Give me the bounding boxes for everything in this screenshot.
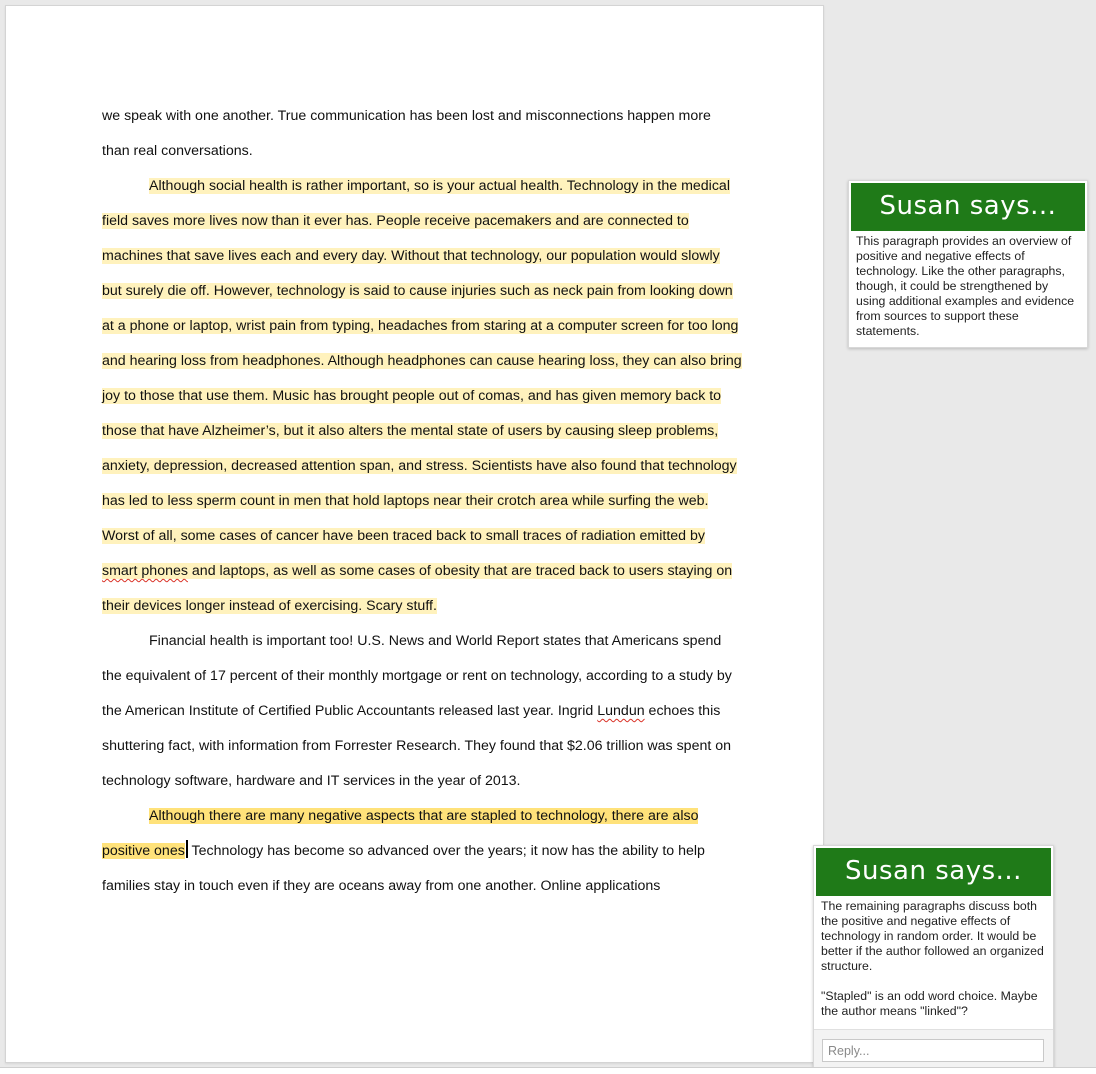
comment-card-1[interactable] bbox=[848, 180, 1088, 348]
document-page[interactable] bbox=[5, 5, 824, 1063]
highlighted-text[interactable] bbox=[102, 178, 742, 614]
paragraph-1[interactable] bbox=[102, 99, 742, 169]
comment-reply-area bbox=[814, 1029, 1053, 1070]
paragraph-4[interactable] bbox=[102, 799, 742, 904]
paragraph-1-text: we speak with one another. True communication has been lost and misconnections happen more than real conversations. bbox=[102, 108, 711, 159]
comment-pointer bbox=[798, 843, 814, 853]
paragraph-3-text-a: Financial health is important too! U.S. News and World Report states that Americans spend the equivalent of 17 percent of their monthly mortgage or rent on technology, according to a study by the American Institute of Certified Public Accountants released last year. Ingrid bbox=[102, 633, 732, 719]
comment-text: The remaining paragraphs discuss both the positive and negative effects of technology in random order. It would be better if the author followed an organized structure. bbox=[821, 899, 1044, 973]
document-body[interactable] bbox=[102, 99, 742, 904]
comment-card-2[interactable] bbox=[813, 845, 1054, 1071]
paragraph-3-text-b: echoes this shuttering fact, with information from Forrester Research. They found that $2.06 trillion was spent on technology software, hardware and IT services in the year of 2013. bbox=[102, 703, 732, 789]
comment-header: Susan says... bbox=[816, 848, 1051, 896]
reply-input[interactable] bbox=[822, 1039, 1044, 1062]
comment-body bbox=[814, 896, 1053, 1019]
paragraph-2[interactable] bbox=[102, 169, 742, 624]
paragraph-2-text-a: Although social health is rather important, so is your actual health. Technology in the medical field saves more lives now than it ever has. People receive pacemakers and are connected to machines that save lives each and every day. Without that technology, our population would slowly but surely die off. However, technology is said to cause injuries such as neck pain from looking down at a phone or laptop, wrist pain from typing, headaches from staring at a computer screen for too long and hearing loss from headphones. Although headphones can cause hearing loss, they can also bring joy to those that use them. Music has brought people out of comas, and has given memory back to those that have Alzheimer’s, but it also alters the mental state of users by causing sleep problems, anxiety, depression, decreased attention span, and stress. Scientists have also found that technology has led to less sperm count in men that hold laptops near their crotch area while surfing the web. Worst of all, some cases of cancer have been traced back to small traces of radiation emitted by bbox=[102, 178, 742, 544]
comment-text: "Stapled" is an odd word choice. Maybe the author means "linked"? bbox=[821, 989, 1038, 1018]
comment-text: This paragraph provides an overview of positive and negative effects of technology. Like the other paragraphs, though, it could be strengthened by using additional examples and evidence from sources to support these statements. bbox=[856, 234, 1075, 338]
comment-header: Susan says... bbox=[851, 183, 1085, 231]
paragraph-4-text: Technology has become so advanced over the years; it now has the ability to help families stay in touch even if they are oceans away from one another. Online applications bbox=[102, 843, 705, 894]
paragraph-3[interactable] bbox=[102, 624, 742, 799]
misspelled-word[interactable]: Lundun bbox=[597, 703, 645, 719]
misspelled-word[interactable]: smart phones bbox=[102, 563, 188, 579]
comment-body bbox=[849, 231, 1087, 339]
paragraph-2-text-b: and laptops, as well as some cases of obesity that are traced back to users staying on their devices longer instead of exercising. Scary stuff. bbox=[102, 563, 733, 614]
highlighted-text-active[interactable]: Although there are many negative aspects that are stapled to technology, there are also positive ones bbox=[102, 808, 699, 859]
